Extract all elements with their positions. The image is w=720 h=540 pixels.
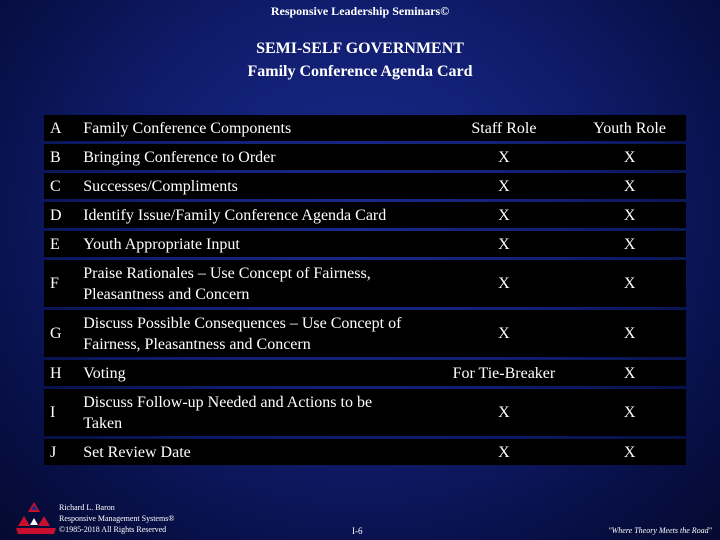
row-staff-role: X — [441, 144, 568, 170]
row-component: Voting — [79, 360, 440, 386]
row-staff-role: X — [441, 439, 568, 465]
table-row — [44, 260, 686, 307]
row-staff-role: X — [441, 202, 568, 228]
row-letter: F — [44, 260, 79, 307]
column-header-staff-role: Staff Role — [441, 115, 568, 141]
table-row — [44, 360, 686, 386]
row-youth-role: X — [567, 389, 686, 436]
footer-author: Richard L. Baron — [59, 503, 115, 512]
column-header-youth-role: Youth Role — [567, 115, 686, 141]
table-row — [44, 310, 686, 357]
table-row — [44, 439, 686, 465]
row-letter: G — [44, 310, 79, 357]
row-letter: D — [44, 202, 79, 228]
footer-tagline: "Where Theory Meets the Road" — [608, 526, 712, 535]
row-component-line-1: Discuss Follow-up Needed and Actions to be — [83, 393, 373, 411]
row-letter: B — [44, 144, 79, 170]
row-staff-role: X — [441, 231, 568, 257]
title-line-1: SEMI-SELF GOVERNMENT — [256, 40, 464, 57]
row-component: Youth Appropriate Input — [79, 231, 440, 257]
title-line-2: Family Conference Agenda Card — [247, 63, 473, 80]
page-number: I-6 — [352, 526, 363, 536]
page-title — [0, 37, 720, 83]
row-youth-role: X — [567, 310, 686, 357]
row-component-line-1: Discuss Possible Consequences – Use Concept of — [83, 314, 402, 332]
company-header: Responsive Leadership Seminars© — [270, 4, 450, 18]
table-header-row — [44, 115, 686, 141]
row-staff-role: X — [441, 173, 568, 199]
row-youth-role: X — [567, 260, 686, 307]
row-youth-role: X — [567, 144, 686, 170]
row-component — [79, 389, 440, 436]
table-row — [44, 202, 686, 228]
row-letter: A — [44, 115, 79, 141]
company-logo — [14, 500, 58, 536]
row-youth-role: X — [567, 231, 686, 257]
row-letter: I — [44, 389, 79, 436]
table-row — [44, 231, 686, 257]
column-header-components: Family Conference Components — [79, 115, 440, 141]
row-component — [79, 310, 440, 357]
row-component: Bringing Conference to Order — [79, 144, 440, 170]
row-component-line-2: Taken — [83, 414, 123, 432]
row-youth-role: X — [567, 173, 686, 199]
footer-copyright: ©1985-2018 All Rights Reserved — [59, 525, 167, 534]
row-youth-role: X — [567, 360, 686, 386]
row-letter: H — [44, 360, 79, 386]
row-component-line-1: Praise Rationales – Use Concept of Fairness, — [83, 264, 371, 282]
footer-credit — [59, 502, 174, 535]
row-youth-role: X — [567, 202, 686, 228]
row-component-line-2: Fairness, Pleasantness and Concern — [83, 335, 311, 353]
row-staff-role: For Tie-Breaker — [441, 360, 568, 386]
table-row — [44, 173, 686, 199]
row-component — [79, 260, 440, 307]
agenda-table — [44, 112, 686, 468]
row-component: Identify Issue/Family Conference Agenda Card — [79, 202, 440, 228]
row-youth-role: X — [567, 439, 686, 465]
row-component: Set Review Date — [79, 439, 440, 465]
row-component: Successes/Compliments — [79, 173, 440, 199]
row-letter: C — [44, 173, 79, 199]
row-letter: J — [44, 439, 79, 465]
row-staff-role: X — [441, 260, 568, 307]
table-row — [44, 144, 686, 170]
table-row — [44, 389, 686, 436]
row-letter: E — [44, 231, 79, 257]
footer-organization: Responsive Management Systems® — [59, 514, 175, 523]
row-staff-role: X — [441, 310, 568, 357]
row-component-line-2: Pleasantness and Concern — [83, 285, 250, 303]
row-staff-role: X — [441, 389, 568, 436]
